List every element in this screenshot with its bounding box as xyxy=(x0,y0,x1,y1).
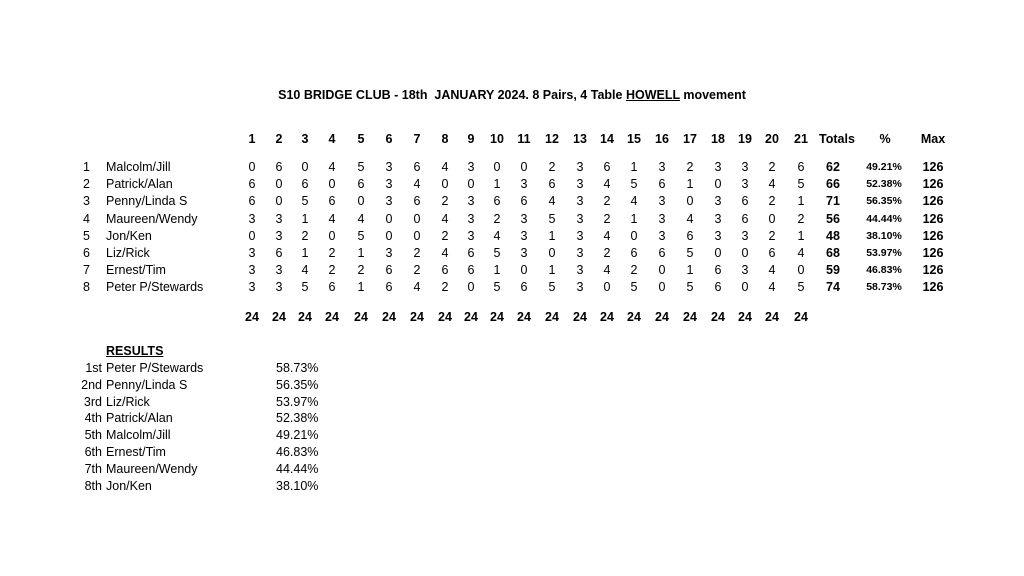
score-cell: 0 xyxy=(467,280,475,295)
score-cell: 2 xyxy=(493,211,501,226)
score-cell: 5 xyxy=(357,160,365,174)
score-cell: 0 xyxy=(768,211,776,226)
column-sum: 24 xyxy=(765,310,779,324)
score-cell: 3 xyxy=(741,228,749,243)
score-cell: 6 xyxy=(275,246,283,260)
score-cell: 6 xyxy=(301,177,309,192)
pair-number: 1 xyxy=(83,160,90,174)
round-header: 9 xyxy=(467,132,475,146)
score-cell: 1 xyxy=(493,263,501,278)
round-header: 11 xyxy=(517,132,531,146)
score-cell: 5 xyxy=(686,280,694,295)
score-cell: 2 xyxy=(686,160,694,174)
totals-header: Totals xyxy=(819,132,855,146)
score-cell: 5 xyxy=(357,228,365,243)
round-header: 17 xyxy=(683,132,697,146)
pair-total: 66 xyxy=(826,177,840,192)
score-cell: 5 xyxy=(493,280,501,295)
result-place: 8th xyxy=(84,478,102,493)
pair-total: 74 xyxy=(826,280,840,295)
score-cell: 6 xyxy=(686,228,694,243)
score-cell: 0 xyxy=(275,194,283,209)
pair-name: Patrick/Alan xyxy=(106,177,173,192)
score-cell: 6 xyxy=(385,263,393,278)
score-cell: 6 xyxy=(658,246,666,260)
score-cell: 0 xyxy=(413,228,421,243)
result-place: 3rd xyxy=(83,394,102,409)
score-cell: 0 xyxy=(441,177,449,192)
score-cell: 0 xyxy=(520,263,528,278)
round-header: 1 xyxy=(248,132,256,146)
score-cell: 3 xyxy=(385,246,393,260)
score-cell: 6 xyxy=(385,280,393,295)
score-cell: 3 xyxy=(576,246,584,260)
column-sum: 24 xyxy=(573,310,587,324)
score-cell: 0 xyxy=(741,280,749,295)
score-cell: 6 xyxy=(441,263,449,278)
score-cell: 4 xyxy=(768,280,776,295)
score-cell: 4 xyxy=(413,177,421,192)
pair-percentage: 52.38% xyxy=(866,178,902,191)
score-cell: 2 xyxy=(328,246,336,260)
score-cell: 1 xyxy=(548,263,556,278)
column-sum: 24 xyxy=(517,310,531,324)
score-cell: 5 xyxy=(301,280,309,295)
score-cell: 4 xyxy=(548,194,556,209)
column-sum: 24 xyxy=(272,310,286,324)
score-cell: 6 xyxy=(467,263,475,278)
score-cell: 3 xyxy=(467,228,475,243)
score-cell: 2 xyxy=(328,263,336,278)
pair-max: 126 xyxy=(922,211,944,226)
score-cell: 3 xyxy=(275,263,283,278)
round-header: 3 xyxy=(301,132,309,146)
round-header: 7 xyxy=(413,132,421,146)
round-header: 18 xyxy=(711,132,725,146)
score-cell: 6 xyxy=(328,280,336,295)
pair-max: 126 xyxy=(922,263,944,278)
score-cell: 0 xyxy=(248,228,256,243)
score-cell: 4 xyxy=(603,177,611,192)
round-header: 14 xyxy=(600,132,614,146)
result-name: Liz/Rick xyxy=(106,394,150,409)
score-cell: 6 xyxy=(413,194,421,209)
score-cell: 1 xyxy=(797,194,805,209)
column-sum: 24 xyxy=(738,310,752,324)
result-pct: 53.97% xyxy=(276,394,319,409)
score-cell: 4 xyxy=(413,280,421,295)
score-cell: 0 xyxy=(328,228,336,243)
score-cell: 4 xyxy=(357,211,365,226)
round-header: 21 xyxy=(794,132,808,146)
column-sum: 24 xyxy=(354,310,368,324)
score-cell: 0 xyxy=(328,177,336,192)
score-cell: 0 xyxy=(741,246,749,260)
score-cell: 4 xyxy=(441,160,449,174)
round-header: 8 xyxy=(441,132,449,146)
score-cell: 3 xyxy=(248,246,256,260)
round-header: 10 xyxy=(490,132,504,146)
score-cell: 3 xyxy=(520,228,528,243)
score-cell: 6 xyxy=(357,177,365,192)
score-cell: 5 xyxy=(548,211,556,226)
score-cell: 2 xyxy=(301,228,309,243)
score-cell: 0 xyxy=(493,160,501,174)
round-header: 15 xyxy=(627,132,641,146)
score-cell: 6 xyxy=(548,177,556,192)
score-cell: 5 xyxy=(797,280,805,295)
pair-max: 126 xyxy=(922,228,944,243)
result-pct: 49.21% xyxy=(276,428,319,443)
score-cell: 1 xyxy=(493,177,501,192)
result-place: 1st xyxy=(85,361,102,375)
pair-percentage: 53.97% xyxy=(866,247,902,259)
score-cell: 0 xyxy=(413,211,421,226)
score-cell: 6 xyxy=(658,177,666,192)
score-cell: 3 xyxy=(714,194,722,209)
column-sum: 24 xyxy=(245,310,259,324)
results-heading: RESULTS xyxy=(106,344,164,358)
score-cell: 4 xyxy=(301,263,309,278)
score-cell: 6 xyxy=(520,280,528,295)
score-cell: 3 xyxy=(576,280,584,295)
result-name: Jon/Ken xyxy=(106,478,152,493)
max-header: Max xyxy=(920,132,946,146)
score-cell: 5 xyxy=(630,177,638,192)
score-cell: 3 xyxy=(658,160,666,174)
score-cell: 1 xyxy=(301,211,309,226)
result-pct: 38.10% xyxy=(276,478,319,493)
score-cell: 1 xyxy=(686,263,694,278)
column-sum: 24 xyxy=(410,310,424,324)
score-cell: 6 xyxy=(248,177,256,192)
score-cell: 3 xyxy=(467,160,475,174)
score-cell: 4 xyxy=(441,211,449,226)
pair-number: 3 xyxy=(83,194,90,209)
pair-max: 126 xyxy=(922,246,944,260)
round-header: 5 xyxy=(357,132,365,146)
score-cell: 2 xyxy=(768,194,776,209)
score-cell: 3 xyxy=(520,177,528,192)
pair-total: 48 xyxy=(826,228,840,243)
score-cell: 2 xyxy=(357,263,365,278)
result-pct: 44.44% xyxy=(276,461,319,476)
score-cell: 6 xyxy=(741,211,749,226)
score-cell: 0 xyxy=(658,263,666,278)
score-cell: 3 xyxy=(658,228,666,243)
score-cell: 1 xyxy=(548,228,556,243)
score-cell: 5 xyxy=(493,246,501,260)
score-cell: 3 xyxy=(467,194,475,209)
pair-number: 5 xyxy=(83,228,90,243)
pair-number: 4 xyxy=(83,211,90,226)
title-underlined: HOWELL xyxy=(625,88,680,102)
column-sum: 24 xyxy=(794,310,808,324)
column-sum: 24 xyxy=(655,310,669,324)
pair-percentage: 44.44% xyxy=(866,212,902,225)
score-cell: 3 xyxy=(248,280,256,295)
pair-number: 2 xyxy=(83,177,90,192)
pair-name: Malcolm/Jill xyxy=(106,160,171,174)
column-sum: 24 xyxy=(711,310,725,324)
column-sum: 24 xyxy=(382,310,396,324)
round-header: 20 xyxy=(765,132,779,146)
score-cell: 3 xyxy=(714,228,722,243)
score-cell: 3 xyxy=(385,194,393,209)
result-place: 5th xyxy=(84,428,102,443)
column-sum: 24 xyxy=(545,310,559,324)
result-pct: 58.73% xyxy=(276,361,319,375)
pair-number: 6 xyxy=(83,246,90,260)
result-name: Ernest/Tim xyxy=(106,445,166,459)
score-cell: 3 xyxy=(741,177,749,192)
score-cell: 1 xyxy=(686,177,694,192)
score-cell: 6 xyxy=(768,246,776,260)
score-cell: 4 xyxy=(603,228,611,243)
pair-total: 71 xyxy=(826,194,840,209)
result-pct: 56.35% xyxy=(276,377,319,392)
score-cell: 0 xyxy=(520,160,528,174)
column-sum: 24 xyxy=(627,310,641,324)
result-place: 6th xyxy=(84,445,102,459)
score-cell: 2 xyxy=(413,246,421,260)
column-sum: 24 xyxy=(683,310,697,324)
title-prefix: S10 BRIDGE CLUB - 18th JANUARY 2024. 8 Pairs, 4 Table xyxy=(278,88,626,102)
pair-max: 126 xyxy=(922,177,944,192)
score-cell: 1 xyxy=(301,246,309,260)
score-cell: 2 xyxy=(441,228,449,243)
score-cell: 6 xyxy=(467,246,475,260)
score-cell: 1 xyxy=(630,211,638,226)
score-cell: 1 xyxy=(357,246,365,260)
score-cell: 4 xyxy=(493,228,501,243)
score-cell: 0 xyxy=(275,177,283,192)
score-cell: 3 xyxy=(576,263,584,278)
score-cell: 3 xyxy=(658,194,666,209)
score-cell: 2 xyxy=(413,263,421,278)
score-cell: 0 xyxy=(385,228,393,243)
column-sum: 24 xyxy=(490,310,504,324)
score-cell: 3 xyxy=(248,263,256,278)
score-cell: 0 xyxy=(548,246,556,260)
pct-header: % xyxy=(879,132,891,146)
score-cell: 0 xyxy=(658,280,666,295)
pair-name: Jon/Ken xyxy=(106,228,152,243)
page-title xyxy=(0,88,1024,102)
score-cell: 4 xyxy=(686,211,694,226)
score-cell: 2 xyxy=(441,280,449,295)
score-cell: 2 xyxy=(768,160,776,174)
score-cell: 0 xyxy=(714,246,722,260)
score-cell: 3 xyxy=(248,211,256,226)
pair-percentage: 46.83% xyxy=(866,264,902,277)
score-cell: 3 xyxy=(714,160,722,174)
score-cell: 3 xyxy=(275,228,283,243)
score-cell: 2 xyxy=(603,194,611,209)
score-cell: 6 xyxy=(328,194,336,209)
column-sum: 24 xyxy=(298,310,312,324)
score-cell: 3 xyxy=(520,211,528,226)
score-cell: 6 xyxy=(714,280,722,295)
result-place: 7th xyxy=(84,461,102,476)
score-cell: 3 xyxy=(714,211,722,226)
pair-name: Ernest/Tim xyxy=(106,263,166,278)
score-cell: 0 xyxy=(603,280,611,295)
pair-total: 68 xyxy=(826,246,840,260)
pair-name: Peter P/Stewards xyxy=(106,280,204,295)
score-cell: 3 xyxy=(741,160,749,174)
score-cell: 5 xyxy=(797,177,805,192)
score-cell: 2 xyxy=(603,211,611,226)
round-header: 6 xyxy=(385,132,393,146)
pair-total: 59 xyxy=(826,263,840,278)
score-cell: 3 xyxy=(576,228,584,243)
score-cell: 2 xyxy=(441,194,449,209)
pair-name: Penny/Linda S xyxy=(106,194,188,209)
pair-max: 126 xyxy=(922,160,944,174)
title-suffix: movement xyxy=(679,88,746,102)
score-cell: 4 xyxy=(797,246,805,260)
score-cell: 6 xyxy=(520,194,528,209)
result-place: 2nd xyxy=(81,377,102,392)
result-pct: 52.38% xyxy=(276,411,319,426)
round-header: 19 xyxy=(738,132,752,146)
score-cell: 2 xyxy=(548,160,556,174)
score-cell: 4 xyxy=(603,263,611,278)
score-cell: 6 xyxy=(630,246,638,260)
round-header: 16 xyxy=(655,132,669,146)
score-cell: 6 xyxy=(714,263,722,278)
score-cell: 6 xyxy=(603,160,611,174)
score-cell: 0 xyxy=(797,263,805,278)
score-cell: 3 xyxy=(576,211,584,226)
score-cell: 2 xyxy=(768,228,776,243)
result-place: 4th xyxy=(84,411,102,426)
score-cell: 6 xyxy=(493,194,501,209)
score-cell: 0 xyxy=(357,194,365,209)
score-cell: 0 xyxy=(467,177,475,192)
score-cell: 3 xyxy=(658,211,666,226)
score-cell: 3 xyxy=(576,177,584,192)
score-cell: 6 xyxy=(248,194,256,209)
round-header: 2 xyxy=(275,132,283,146)
score-cell: 4 xyxy=(328,211,336,226)
score-cell: 5 xyxy=(686,246,694,260)
score-cell: 3 xyxy=(275,211,283,226)
result-name: Malcolm/Jill xyxy=(106,428,171,443)
pair-number: 8 xyxy=(83,280,90,295)
result-name: Patrick/Alan xyxy=(106,411,173,426)
score-cell: 6 xyxy=(741,194,749,209)
score-cell: 4 xyxy=(441,246,449,260)
column-sum: 24 xyxy=(464,310,478,324)
score-cell: 1 xyxy=(357,280,365,295)
score-cell: 0 xyxy=(385,211,393,226)
score-cell: 4 xyxy=(768,263,776,278)
score-cell: 3 xyxy=(385,177,393,192)
pair-percentage: 58.73% xyxy=(866,281,902,294)
score-cell: 3 xyxy=(385,160,393,174)
score-cell: 0 xyxy=(686,194,694,209)
pair-percentage: 56.35% xyxy=(866,195,902,208)
pair-number: 7 xyxy=(83,263,90,278)
round-header: 4 xyxy=(328,132,336,146)
score-cell: 4 xyxy=(768,177,776,192)
column-sum: 24 xyxy=(600,310,614,324)
pair-total: 56 xyxy=(826,211,840,226)
score-cell: 6 xyxy=(413,160,421,174)
score-cell: 2 xyxy=(630,263,638,278)
column-sum: 24 xyxy=(325,310,339,324)
pair-name: Maureen/Wendy xyxy=(106,211,198,226)
score-cell: 0 xyxy=(714,177,722,192)
score-cell: 0 xyxy=(248,160,256,174)
score-cell: 3 xyxy=(576,160,584,174)
score-cell: 4 xyxy=(630,194,638,209)
score-cell: 5 xyxy=(630,280,638,295)
pair-max: 126 xyxy=(922,280,944,295)
score-cell: 1 xyxy=(630,160,638,174)
score-cell: 5 xyxy=(548,280,556,295)
score-cell: 0 xyxy=(301,160,309,174)
round-header: 13 xyxy=(573,132,587,146)
pair-percentage: 38.10% xyxy=(866,229,902,242)
score-cell: 6 xyxy=(797,160,805,174)
score-cell: 0 xyxy=(630,228,638,243)
result-name: Maureen/Wendy xyxy=(106,461,198,476)
score-cell: 1 xyxy=(797,228,805,243)
score-cell: 2 xyxy=(603,246,611,260)
pair-total: 62 xyxy=(826,160,840,174)
result-name: Penny/Linda S xyxy=(106,377,188,392)
score-cell: 3 xyxy=(576,194,584,209)
score-cell: 5 xyxy=(301,194,309,209)
pair-max: 126 xyxy=(922,194,944,209)
score-cell: 2 xyxy=(797,211,805,226)
score-cell: 3 xyxy=(741,263,749,278)
score-cell: 3 xyxy=(467,211,475,226)
pair-percentage: 49.21% xyxy=(866,161,902,173)
score-cell: 6 xyxy=(275,160,283,174)
pair-name: Liz/Rick xyxy=(106,246,150,260)
round-header: 12 xyxy=(545,132,559,146)
score-cell: 3 xyxy=(275,280,283,295)
result-name: Peter P/Stewards xyxy=(106,361,204,375)
column-sum: 24 xyxy=(438,310,452,324)
score-cell: 4 xyxy=(328,160,336,174)
result-pct: 46.83% xyxy=(276,445,319,459)
score-cell: 3 xyxy=(520,246,528,260)
